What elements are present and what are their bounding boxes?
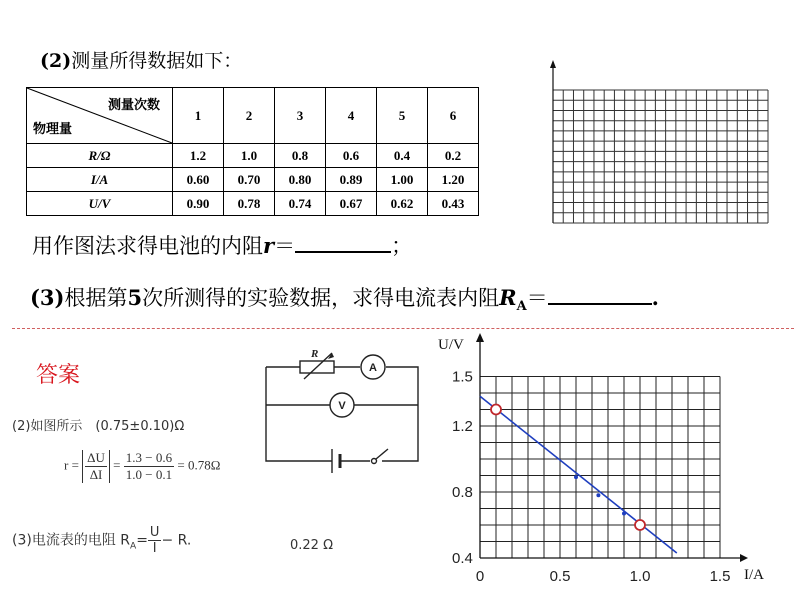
answer-label: 答案	[36, 363, 81, 388]
question-line-2	[30, 282, 659, 314]
formula-abs	[82, 450, 110, 483]
col-header: 6	[428, 88, 479, 144]
cell: 0.2	[428, 144, 479, 168]
cell: 0.43	[428, 192, 479, 216]
cell: 1.2	[173, 144, 224, 168]
y-tick-label: 1.5	[452, 368, 473, 386]
answer-chart	[430, 330, 794, 596]
x-axis-title: I/A	[744, 567, 764, 583]
cell: 0.67	[326, 192, 377, 216]
row-label: U/V	[27, 192, 173, 216]
answer-blank-ra[interactable]	[548, 285, 652, 305]
cell: 1.20	[428, 168, 479, 192]
line3-eq: =	[136, 532, 148, 549]
answer-line-3	[12, 525, 191, 556]
part3-eq: ＝	[526, 286, 548, 310]
cell: 0.78	[224, 192, 275, 216]
line1-var: r	[263, 233, 275, 258]
circuit-diagram	[262, 345, 422, 470]
formula-eq: =	[113, 457, 121, 473]
answer-formula	[64, 450, 220, 483]
part2-text: 测量所得数据如下：	[71, 50, 243, 72]
part2-title	[40, 46, 242, 73]
col-header: 5	[377, 88, 428, 144]
part3-text-a: 根据第	[64, 286, 128, 310]
answer-line-1: (2)如图所示 (0.75±0.10)Ω	[12, 419, 185, 434]
formula-result: = 0.78Ω	[177, 457, 221, 473]
x-tick-label: 1.5	[709, 568, 731, 585]
header-quantity-label: 物理量	[33, 121, 73, 136]
cell: 1.00	[377, 168, 428, 192]
cell: 1.0	[224, 144, 275, 168]
row-label: I/A	[27, 168, 173, 192]
data-point	[596, 493, 600, 497]
resistor-label: R	[311, 348, 319, 360]
line3-sub: A	[130, 541, 137, 552]
table-row	[27, 168, 479, 192]
cell: 0.62	[377, 192, 428, 216]
part3-sub: A	[516, 299, 527, 315]
cell: 0.89	[326, 168, 377, 192]
col-header: 1	[173, 88, 224, 144]
formula-num2: 1.3 − 0.6	[125, 450, 173, 465]
y-axis-title: U/V	[438, 337, 464, 353]
line1-eq: ＝	[274, 234, 296, 258]
voltmeter-label: V	[338, 400, 346, 412]
part3-var: R	[499, 285, 517, 310]
line3-num: U	[149, 525, 160, 540]
header-trial-label: 测量次数	[107, 97, 160, 112]
table-header-corner	[27, 88, 173, 144]
y-tick-label: 1.2	[452, 418, 473, 435]
cell: 0.70	[224, 168, 275, 192]
x-tick-label: 0.5	[549, 568, 571, 585]
table-row	[27, 192, 479, 216]
part3-end: .	[651, 285, 659, 310]
empty-graph-grid	[545, 60, 770, 230]
cell: 0.6	[326, 144, 377, 168]
formula-den2: 1.0 − 0.1	[125, 467, 173, 482]
cell: 0.8	[275, 144, 326, 168]
x-axis-arrow-icon	[740, 554, 748, 562]
ammeter-label: A	[369, 362, 377, 374]
formula-num1: ΔU	[87, 450, 105, 465]
part3-trial-number: 5	[127, 285, 143, 310]
y-axis-arrow-icon	[476, 333, 484, 342]
formula-lhs: r =	[64, 457, 79, 473]
table-header-row	[27, 88, 479, 144]
data-point-circled	[635, 520, 645, 530]
data-point	[574, 475, 578, 479]
measurement-table	[26, 87, 479, 216]
table-row	[27, 144, 479, 168]
cell: 0.90	[173, 192, 224, 216]
fit-line	[480, 396, 677, 553]
formula-den1: ΔI	[89, 467, 103, 482]
line3-den: I	[152, 541, 157, 556]
data-point-circled	[491, 405, 501, 415]
part2-number: (2)	[40, 50, 72, 72]
x-tick-label: 0	[475, 568, 485, 585]
col-header: 4	[326, 88, 377, 144]
question-line-1	[32, 230, 412, 260]
cell: 0.4	[377, 144, 428, 168]
part3-number: (3)	[30, 285, 65, 310]
section-divider	[12, 328, 794, 329]
col-header: 3	[275, 88, 326, 144]
cell: 0.60	[173, 168, 224, 192]
part3-text-b: 次所测得的实验数据，求得电流表内阻	[142, 286, 500, 310]
cell: 0.74	[275, 192, 326, 216]
data-point	[622, 511, 626, 515]
line1-text: 用作图法求得电池的内阻	[32, 234, 263, 258]
cell: 0.80	[275, 168, 326, 192]
y-axis-arrow-icon	[550, 60, 556, 68]
answer-value: 0.22 Ω	[290, 538, 334, 553]
y-tick-label: 0.4	[452, 550, 473, 567]
line1-end: ；	[391, 234, 413, 258]
x-tick-label: 1.0	[629, 568, 651, 585]
line3-prefix: (3)电流表的电阻 R	[12, 532, 131, 549]
answer-blank-r[interactable]	[295, 233, 391, 253]
line3-tail: − R.	[161, 532, 192, 549]
row-label: R/Ω	[27, 144, 173, 168]
col-header: 2	[224, 88, 275, 144]
y-tick-label: 0.8	[452, 484, 473, 501]
